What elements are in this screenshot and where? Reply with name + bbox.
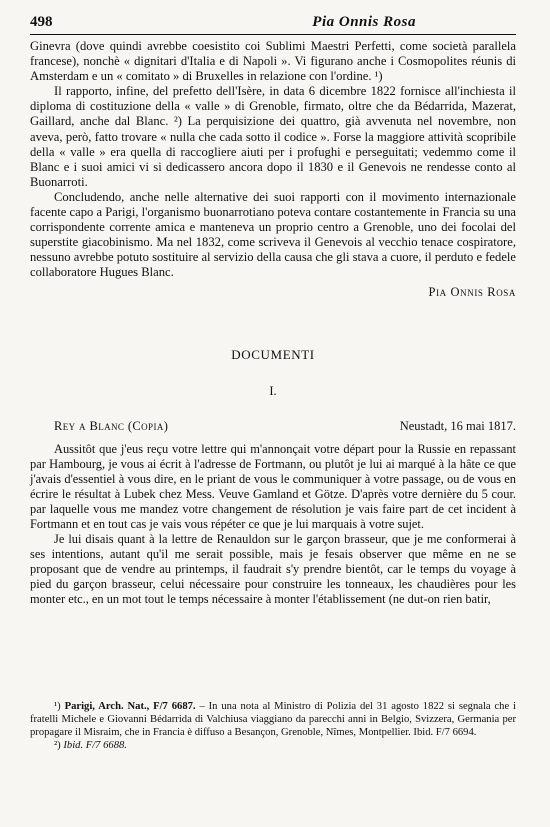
document-number: I. — [269, 383, 277, 398]
document-place-date: Neustadt, 16 mai 1817. — [399, 418, 516, 433]
essay-text — [30, 39, 516, 281]
footnote-2 — [30, 739, 516, 752]
footnote-marker: ¹) — [54, 701, 61, 712]
document-heading — [30, 419, 516, 434]
running-title: Pia Onnis Rosa — [312, 14, 416, 30]
footnote-marker: ²) — [54, 740, 61, 751]
document-text — [30, 442, 516, 607]
book-page — [30, 14, 516, 607]
paragraph-continuation: Ginevra (dove quindi avrebbe coesistito coi Sublimi Maestri Perfetti, come società parallela francese), nonchè « dignitari d'Italia e di Napoli ». Vi figurano anche i Cosmopolites réunis di Amsterdam e un « comitato » di Bruxelles in relazione con l'ordine. ¹) — [30, 39, 516, 84]
footnote-1 — [30, 700, 516, 739]
paragraph-conclusion: Concludendo, anche nelle alternative dei suoi rapporti con il movimento internazionale facente capo a Parigi, l'organismo buonarrotiano poteva contare costantemente in Francia su una corrispondente corrente amica e manteneva un proprio centro a Grenoble, uno dei focolai del superstite giacobinismo. Ma nel 1832, come scriveva il Genevois al vecchio tenace cospiratore, nessuno avrebbe potuto sostituire al servizio della causa che gli stava a cuore, il perduto e fedele collaboratore Hugues Blanc. — [30, 189, 516, 280]
footnote-text: – In una nota al Ministro di Polizia del 31 agosto 1822 si segnala che i fratelli Michele e Giovanni Bédarrida di Valchiusa viaggiano da parecchi anni in Belgio, Svizzera, Germania per propagare il Misraim, che in Francia è diffuso a Besançon, Grenoble, Nîmes, Montpellier. Ibid. F/7 6694. — [30, 701, 516, 738]
page-header — [30, 14, 516, 35]
letter-paragraph: Je lui disais quant à la lettre de Renauldon sur le garçon brasseur, que je me conformerai à ses intentions, autant qu'il me serait possible, mais je fesais observer que même en ne se proposant que de vendre au printemps, il faudrait s'y prendre bientôt, car le temps du voyage à pied du garçon brasseur, celui nécessaire pour construire les tonneaux, les chaudières pour les monter etc., en un mot tout le temps nécessaire à monter l'établissement (ne dut-on rien batir, — [30, 531, 516, 606]
footnotes — [30, 700, 516, 752]
author-signature: Pia Onnis Rosa — [428, 284, 516, 299]
section-heading: DOCUMENTI — [231, 346, 315, 362]
letter-paragraph: Aussitôt que j'eus reçu votre lettre qui m'annonçait votre départ pour la Russie en repassant par Hambourg, je vous ai écrit à l'adresse de Fortmann, ou plutôt je lui ai marqué à la hâte ce que j'avais d'essentiel à vous dire, en le priant de vous le communiquer à votre passage, ou de vous en écrire le résultat à Lubek chez Mess. Veuve Gamland et Götze. D'après votre dernière du 5 cour. par laquelle vous me mandez votre changement de résolution je vais faire part de cet incident à Fortmann et en tout cas je vais vous répéter ce que je lui marquais à votre sujet. — [30, 441, 516, 531]
page-number: 498 — [30, 14, 53, 30]
document-correspondents: Rey a Blanc (Copia) — [54, 418, 169, 433]
footnote-source: Parigi, Arch. Nat., F/7 6687. — [64, 701, 196, 712]
paragraph-prefect-report: Il rapporto, infine, del prefetto dell'Isère, in data 6 dicembre 1822 fornisce all'inchiesta il diploma di costituzione della « valle » di Grenoble, firmato, oltre che da Bédarrida, Mazerat, Gaillard, anche dal Blanc. ²) La perquisizione dei quattro, già avvenuta nel novembre, non aveva, però, fatto trovare « nulla che cada sotto il codice ». Forse la maggiore attività scopribile della « valle » era quella di raccogliere aiuti per i profughi e perseguitati; vedemmo come il Blanc e i suoi amici vi si dedicassero ancora dopo il 1830 e il Genevois ne rendesse conto al Buonarroti. — [30, 84, 516, 189]
footnote-text: Ibid. F/7 6688. — [63, 740, 127, 751]
